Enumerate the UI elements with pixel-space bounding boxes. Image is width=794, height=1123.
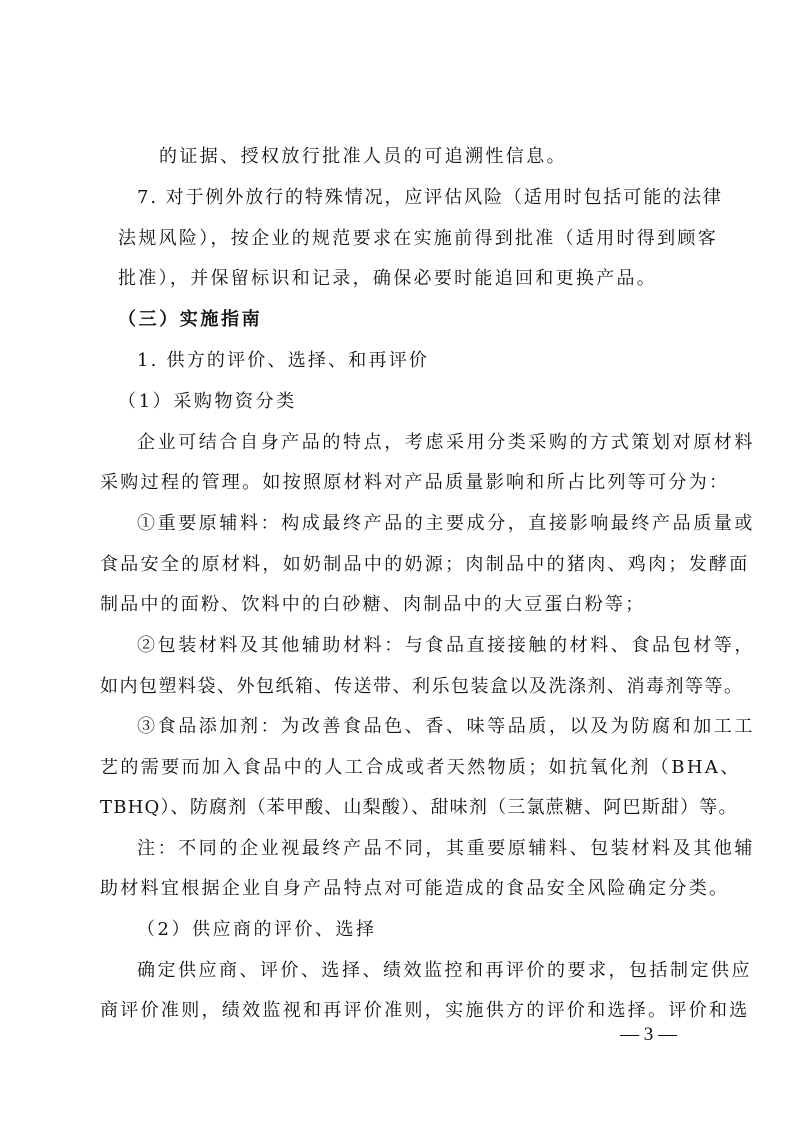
subsection-heading: （1）采购物资分类: [118, 391, 297, 412]
text-line: 法规风险），按企业的规范要求在实施前得到批准（适用时得到顾客: [118, 228, 718, 249]
text-line: 如内包塑料袋、外包纸箱、传送带、利乐包装盒以及洗涤剂、消毒剂等等。: [100, 676, 744, 697]
text-line: 企业可结合自身产品的特点，考虑采用分类采购的方式策划对原材料: [137, 432, 755, 453]
subsection-heading: （2）供应商的评价、选择: [137, 919, 377, 940]
text-line: 制品中的面粉、饮料中的白砂糖、肉制品中的大豆蛋白粉等；: [100, 594, 646, 615]
text-line: 艺的需要而加入食品中的人工合成或者天然物质；如抗氧化剂（BHA、: [100, 757, 741, 778]
text-line: 的证据、授权放行批准人员的可追溯性信息。: [159, 146, 567, 167]
text-line: ③食品添加剂：为改善食品色、香、味等品质，以及为防腐和加工工: [137, 716, 755, 737]
text-line: 7. 对于例外放行的特殊情况，应评估风险（适用时包括可能的法律: [137, 187, 723, 208]
subsection-heading: 1. 供方的评价、选择、和再评价: [137, 350, 430, 371]
section-heading: （三）实施指南: [118, 309, 263, 330]
text-line: 食品安全的原材料，如奶制品中的奶源；肉制品中的猪肉、鸡肉；发酵面: [100, 554, 750, 575]
note-line: 注：不同的企业视最终产品不同，其重要原辅料、包装材料及其他辅: [137, 838, 755, 859]
page-number: — 3 —: [620, 1024, 677, 1045]
text-line: ②包装材料及其他辅助材料：与食品直接接触的材料、食品包材等，: [137, 635, 755, 656]
note-line: 助材料宜根据企业自身产品特点对可能造成的食品安全风险确定分类。: [100, 878, 730, 899]
text-line: TBHQ）、防腐剂（苯甲酸、山梨酸）、甜味剂（三氯蔗糖、阿巴斯甜）等。: [100, 797, 738, 818]
text-line: 商评价准则，绩效监视和再评价准则，实施供方的评价和选择。评价和选: [100, 1000, 750, 1021]
text-line: 批准），并保留标识和记录，确保必要时能追回和更换产品。: [118, 268, 658, 289]
text-line: ①重要原辅料：构成最终产品的主要成分，直接影响最终产品质量或: [137, 513, 755, 534]
text-line: 确定供应商、评价、选择、绩效监控和再评价的要求，包括制定供应: [137, 960, 752, 981]
text-line: 采购过程的管理。如按照原材料对产品质量影响和所占比列等可分为：: [100, 472, 730, 493]
